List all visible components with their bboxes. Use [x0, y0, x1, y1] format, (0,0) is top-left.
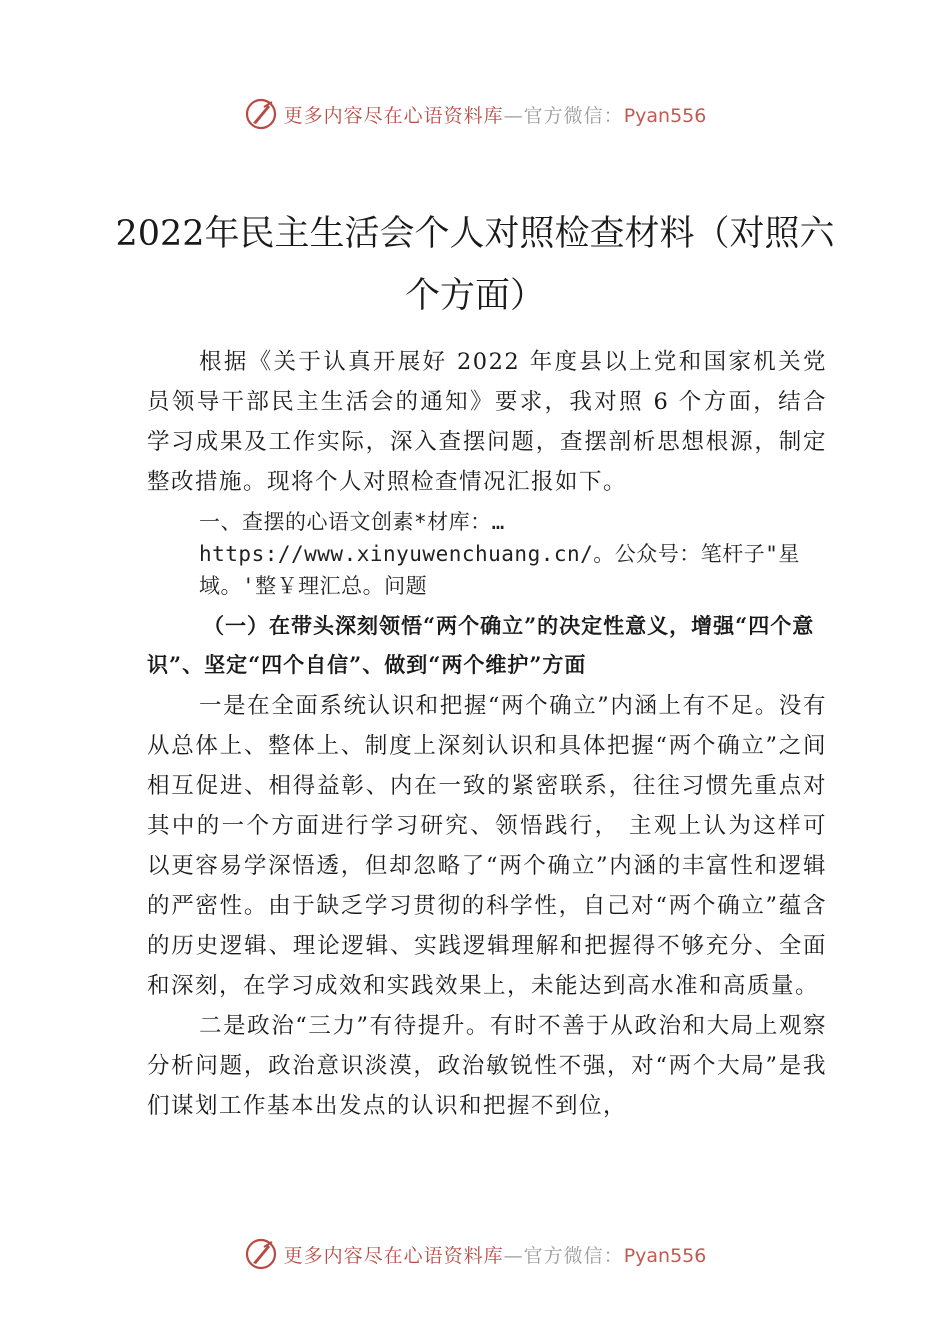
document-body [147, 342, 827, 1126]
watermark-separator: —官方微信： [503, 104, 624, 127]
watermark-banner-top [0, 94, 950, 134]
feather-pen-icon [244, 1237, 278, 1271]
subsection-heading-1: （一）在带头深刻领悟“两个确立”的决定性意义，增强“四个意识”、坚定“四个自信”、做到“两个维护”方面 [147, 613, 815, 677]
watermark-separator: —官方微信： [503, 1244, 624, 1267]
section-heading-1: 一、查摆的心语文创素*材库：…https://www.xinyuwenchuang.cn/。公众号：笔杆子"星域。'整￥理汇总。问题 [199, 510, 800, 598]
point-2-paragraph: 二是政治“三力”有待提升。有时不善于从政治和大局上观察分析问题，政治意识淡漠，政治敏锐性不强，对“两个大局”是我们谋划工作基本出发点的认识和把握不到位， [147, 1013, 827, 1119]
watermark-main: 更多内容尽在心语资料库 [283, 104, 504, 127]
point-1-paragraph: 一是在全面系统认识和把握“两个确立”内涵上有不足。没有从总体上、整体上、制度上深刻认识和具体把握“两个确立”之间相互促进、相得益彰、内在一致的紧密联系，往往习惯先重点对其中的一个方面进行学习研究、领悟践行， 主观上认为这样可以更容易学深悟透，但却忽略了“两个确立”内涵的丰富性和逻辑的严密性。由于缺乏学习贯彻的科学性，自己对“两个确立”蕴含的历史逻辑、理论逻辑、实践逻辑理解和把握得不够充分、全面和深刻，在学习成效和实践效果上，未能达到高水准和高质量。 [147, 693, 827, 999]
watermark-main: 更多内容尽在心语资料库 [283, 1244, 504, 1267]
watermark-text [284, 1241, 707, 1268]
watermark-wechat-id: Pyan556 [623, 104, 707, 127]
document-title: 2022年民主生活会个人对照检查材料（对照六个方面） [115, 214, 835, 317]
feather-pen-icon [244, 97, 278, 131]
intro-paragraph: 根据《关于认真开展好 2022 年度县以上党和国家机关党员领导干部民主生活会的通知》要求，我对照 6 个方面，结合学习成果及工作实际，深入查摆问题，查摆剖析思想根源，制定整改措施。现将个人对照检查情况汇报如下。 [147, 349, 827, 495]
watermark-text [284, 101, 707, 128]
watermark-banner-bottom [0, 1234, 950, 1274]
watermark-wechat-id: Pyan556 [623, 1244, 707, 1267]
